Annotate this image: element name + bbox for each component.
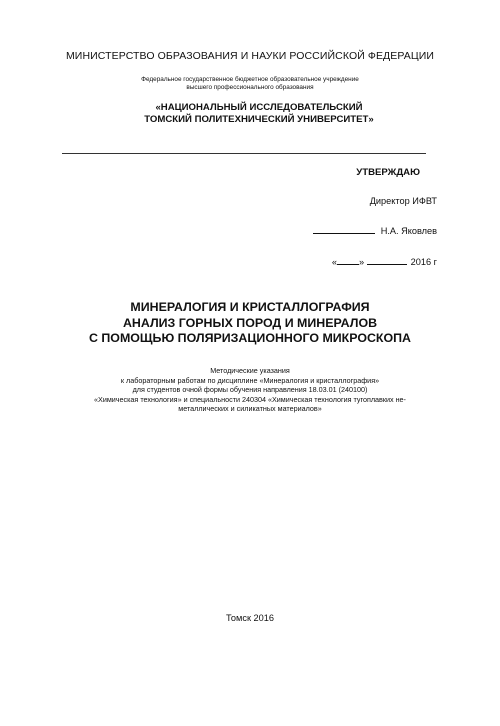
approval-heading: УТВЕРЖДАЮ (356, 167, 420, 178)
approval-signature (0, 225, 437, 236)
approval-date (0, 256, 437, 267)
day-blank (337, 256, 359, 265)
university-name-line-2: ТОМСКИЙ ПОЛИТЕХНИЧЕСКИЙ УНИВЕРСИТЕТ» (144, 114, 374, 125)
month-blank (367, 256, 407, 265)
university-name-line-1: «НАЦИОНАЛЬНЫЙ ИССЛЕДОВАТЕЛЬСКИЙ (155, 102, 363, 113)
date-year: 2016 г (410, 257, 437, 267)
institution-type-line-2: высшего профессионального образования (186, 84, 314, 91)
date-open-quote: « (331, 257, 337, 267)
ministry-name: МИНИСТЕРСТВО ОБРАЗОВАНИЯ И НАУКИ РОССИЙСКОЙ ФЕДЕРАЦИИ (65, 50, 435, 62)
document-description (0, 366, 500, 414)
description-line-3: для студентов очной формы обучения направления 18.03.01 (240100) (132, 385, 368, 395)
university-name (0, 102, 500, 126)
title-line-3: С ПОМОЩЬЮ ПОЛЯРИЗАЦИОННОГО МИКРОСКОПА (89, 331, 411, 345)
description-line-1: Методические указания (210, 366, 290, 375)
institution-type (0, 76, 500, 92)
signature-line (313, 225, 375, 234)
city-year: Томск 2016 (226, 613, 274, 623)
signatory-name: Н.А. Яковлев (380, 226, 437, 236)
title-line-1: МИНЕРАЛОГИЯ И КРИСТАЛЛОГРАФИЯ (130, 300, 370, 314)
title-line-2: АНАЛИЗ ГОРНЫХ ПОРОД И МИНЕРАЛОВ (122, 315, 378, 330)
description-line-5: металлических и силикатных материалов» (178, 404, 322, 414)
date-close-quote: » (358, 257, 365, 267)
institution-type-line-1: Федеральное государственное бюджетное образовательное учреждение (141, 76, 359, 83)
document-title (0, 300, 500, 347)
description-line-4: «Химическая технология» и специальности 240304 «Химическая технология тугоплавких не- (94, 394, 406, 404)
approval-position: Директор ИФВТ (369, 196, 437, 206)
description-line-2: к лабораторным работам по дисциплине «Минералогия и кристаллография» (120, 375, 380, 385)
header-divider (62, 153, 426, 154)
